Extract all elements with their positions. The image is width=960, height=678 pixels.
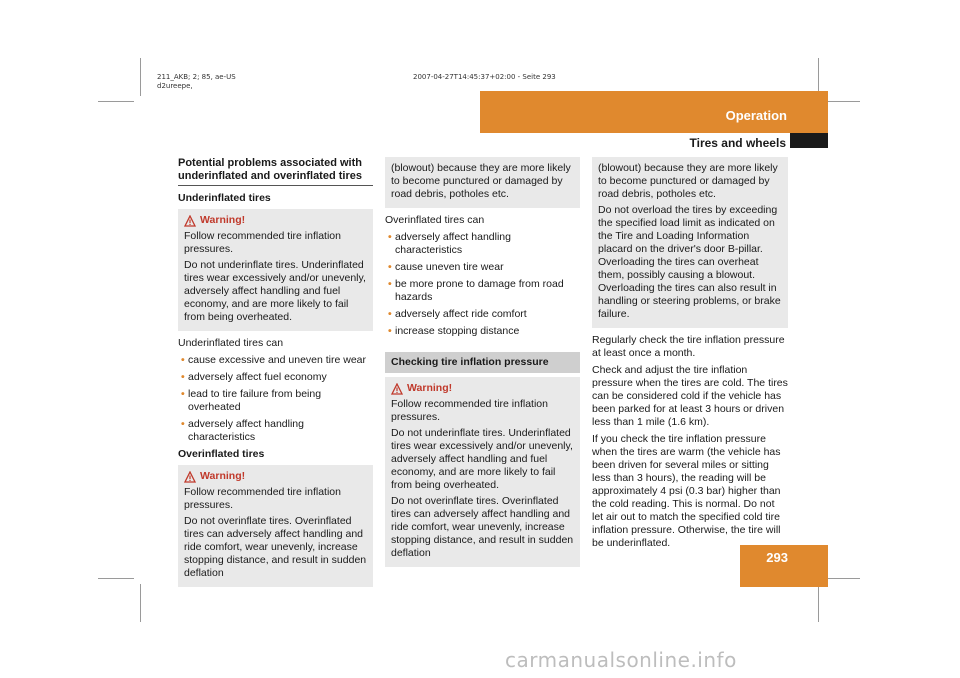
crop-mark [818,584,819,622]
bullet-list [178,354,373,444]
subheading-overinflated: Overinflated tires [178,448,265,460]
warning-title: Warning! [200,214,246,226]
list-item: • cause excessive and uneven tire wear [178,354,373,367]
warning-text: Follow recommended tire inflation pressures. [391,398,548,423]
warning-text: Do not overload the tires by exceeding the specified load limit as indicated on the Tire and Loading Information placard on the driver's door B-pillar. Overloading the tires can overheat them, possibly causing a blowout. Overloading the tires can also result in handling or steering problems, or brake failure. [598,204,781,320]
warning-box [178,209,373,331]
crop-mark [140,58,141,96]
column-3 [592,157,788,554]
crop-mark [98,578,134,579]
section-heading-checking: Checking tire inflation pressure [385,352,580,373]
warning-title: Warning! [407,382,453,394]
warning-text: (blowout) because they are more likely to become punctured or damaged by road debris, potholes etc. [598,162,778,200]
paragraph: Check and adjust the tire inflation pressure when the tires are cold. The tires can be considered cold if the vehicle has been parked for at least 3 hours or driven less than 1 mile (1.6 km). [592,364,788,428]
warning-triangle-icon [391,383,403,395]
crop-mark [140,584,141,622]
warning-box [178,465,373,587]
column-2 [385,157,580,573]
list-item: • adversely affect fuel economy [178,371,373,384]
warning-box-continued [385,157,580,208]
warning-box [385,377,580,567]
crop-mark [824,101,860,102]
warning-text: (blowout) because they are more likely to become punctured or damaged by road debris, potholes etc. [391,162,571,200]
section-marker [790,133,828,148]
warning-text: Follow recommended tire inflation pressures. [184,230,341,255]
subheading-underinflated: Underinflated tires [178,192,271,204]
list-item: • increase stopping distance [385,325,580,338]
list-item: • adversely affect handling characteristics [385,231,580,257]
warning-text: Follow recommended tire inflation pressures. [184,486,341,511]
warning-text: Do not overinflate tires. Overinflated tires can adversely affect handling and ride comfort, wear unevenly, increase stopping distance, and result in sudden deflation [184,515,367,579]
list-item: • lead to tire failure from being overheated [178,388,373,414]
list-item: • be more prone to damage from road hazards [385,278,580,304]
list-item: • adversely affect handling characteristics [178,418,373,444]
bullet-list [385,231,580,338]
warning-triangle-icon [184,471,196,483]
meta-line-2: d2ureepe, [157,82,193,90]
list-item: • adversely affect ride comfort [385,308,580,321]
section-heading: Potential problems associated with underinflated and overinflated tires [178,157,373,186]
crop-mark [824,578,860,579]
list-item: • cause uneven tire wear [385,261,580,274]
warning-text: Do not overinflate tires. Overinflated tires can adversely affect handling and ride comfort, wear unevenly, increase stopping distance, and result in sudden deflation [391,495,574,559]
paragraph: Underinflated tires can [178,337,284,349]
crop-mark [98,101,134,102]
column-1 [178,157,373,593]
page-number: 293 [766,550,788,565]
watermark: carmanualsonline.info [505,648,737,672]
paragraph: Overinflated tires can [385,214,485,226]
warning-text: Do not underinflate tires. Underinflated tires wear excessively and/or unevenly, adversely affect handling and fuel economy, and are more likely to fail from being overheated. [184,259,366,323]
warning-triangle-icon [184,215,196,227]
print-meta [157,73,236,91]
warning-text: Do not underinflate tires. Underinflated tires wear excessively and/or unevenly, adversely affect handling and fuel economy, and are more likely to fail from being overheated. [391,427,573,491]
meta-line-1: 211_AKB; 2; 85, ae-US [157,73,236,81]
subsection-title: Tires and wheels [689,136,786,150]
paragraph: Regularly check the tire inflation pressure at least once a month. [592,334,785,359]
paragraph: If you check the tire inflation pressure when the tires are warm (the vehicle has been driven for several miles or sitting less than 3 hours), the reading will be approximately 4 psi (0.3 bar) higher than the cold reading. This is normal. Do not let air out to match the specified cold tire inflation pressure. Otherwise, the tire will be underinflated. [592,433,781,549]
warning-box-continued [592,157,788,328]
section-title: Operation [725,108,787,123]
print-timestamp: 2007-04-27T14:45:37+02:00 - Seite 293 [413,73,556,81]
warning-title: Warning! [200,470,246,482]
